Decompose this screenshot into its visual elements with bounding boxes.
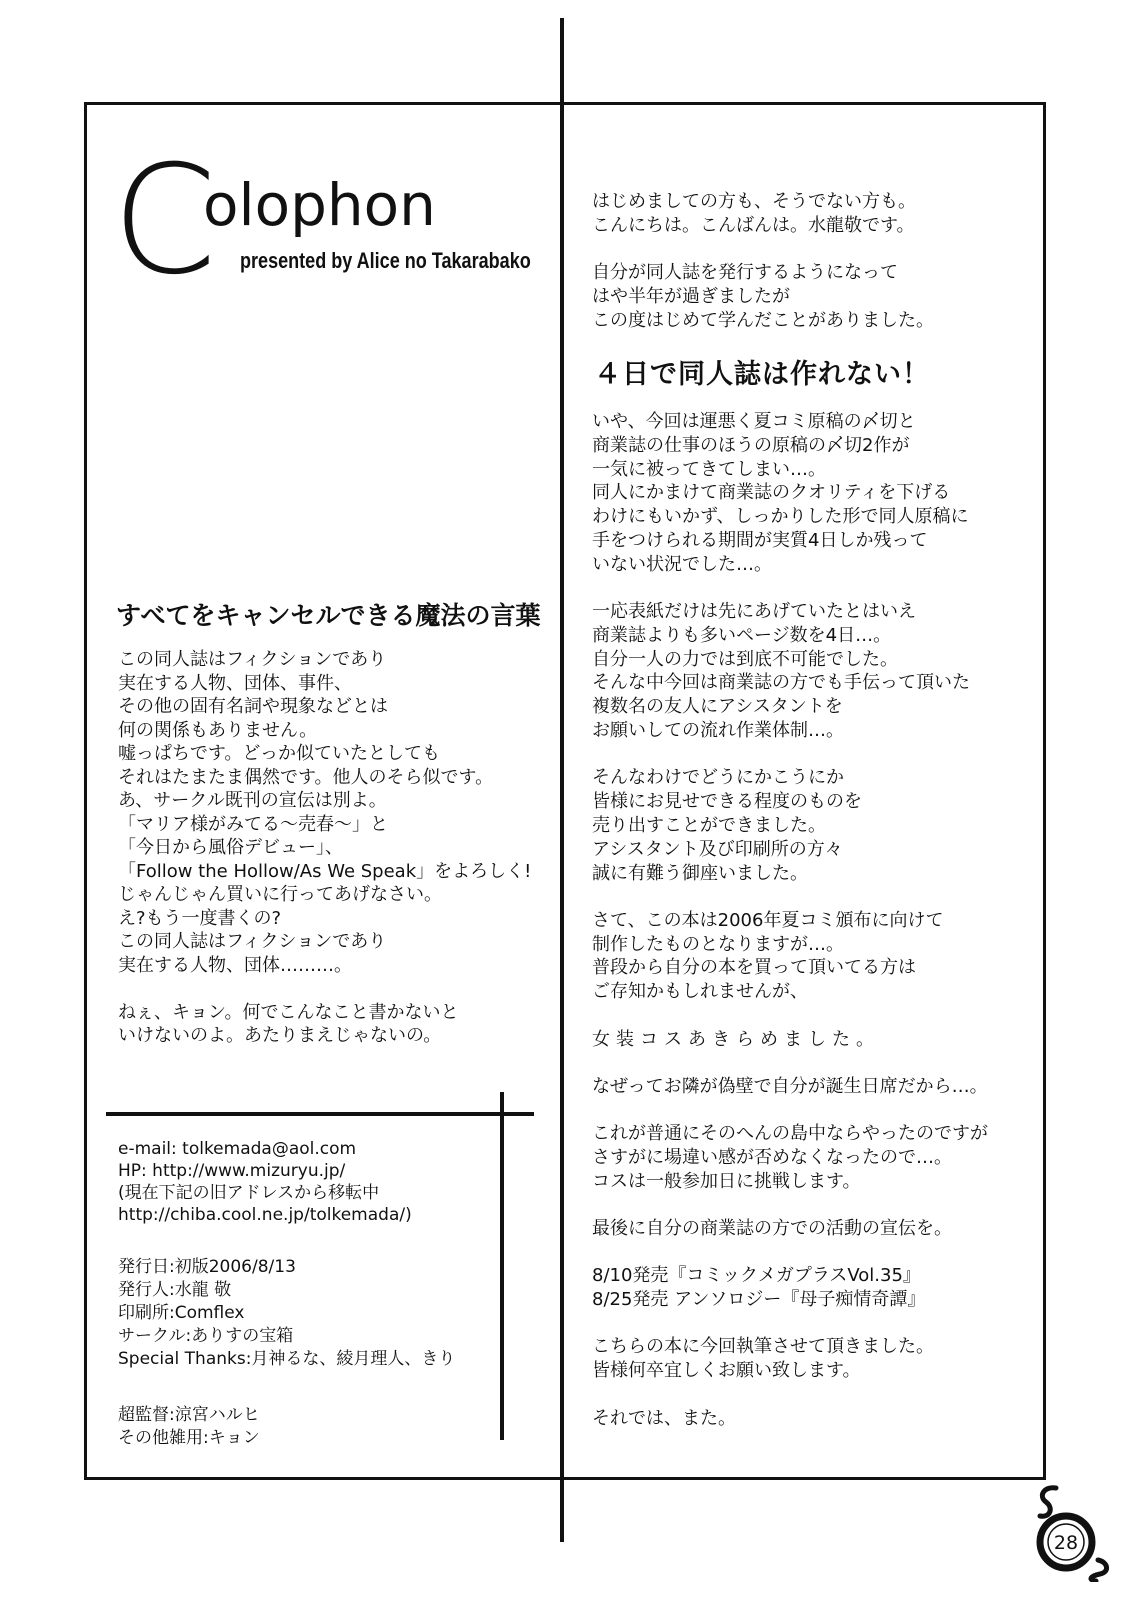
body-line: 一応表紙だけは先にあげていたとはいえ xyxy=(592,601,916,623)
release-line: 8/10発売『コミックメガプラスVol.35』 xyxy=(592,1265,921,1287)
body-line xyxy=(592,1099,1032,1123)
body-line: 同人にかまけて商業誌のクオリティを下げる xyxy=(592,482,951,504)
body-line: 制作したものとなりますが…。 xyxy=(592,933,844,955)
credits-vertical-rule xyxy=(500,1092,504,1440)
body-line: アシスタント及び印刷所の方々 xyxy=(592,838,843,860)
body-line: なぜってお隣が偽壁で自分が誕生日席だから…。 xyxy=(592,1075,988,1097)
moving-note: (現在下記の旧アドレスから移転中 xyxy=(118,1183,380,1203)
intro-line: はじめましての方も、そうでない方も。 xyxy=(592,191,916,212)
disclaimer-line: え?もう一度書くの? xyxy=(118,907,282,929)
body-line: 皆様何卒宜しくお願い致します。 xyxy=(592,1360,861,1382)
old-url-text: http://chiba.cool.ne.jp/tolkemada/) xyxy=(118,1205,412,1225)
body-line xyxy=(592,885,1032,909)
closing-line: いけないのよ。あたりまえじゃないの。 xyxy=(118,1025,442,1046)
credits-rule xyxy=(106,1112,534,1116)
disclaimer-text xyxy=(118,648,548,1048)
gutter-line-top xyxy=(560,18,564,102)
sos-page-number-badge xyxy=(1026,1482,1112,1582)
title-initial: C xyxy=(112,134,217,308)
body-line: いない状況でした…。 xyxy=(592,553,772,575)
body-line: 誠に有難う御座いました。 xyxy=(592,862,808,884)
page-subtitle: presented by Alice no Takarabako xyxy=(240,248,531,273)
disclaimer-line: その他の固有名詞や現象などとは xyxy=(118,696,388,717)
director: 超監督:涼宮ハルヒ xyxy=(118,1405,260,1425)
publisher: 発行人:水龍 敬 xyxy=(118,1280,232,1300)
special-thanks: Special Thanks:月神るな、綾月理人、きり xyxy=(118,1349,456,1369)
body-line: わけにもいかず、しっかりした形で同人原稿に xyxy=(592,506,969,528)
body-line: そんな中今回は商業誌の方でも手伝って頂いた xyxy=(592,672,970,694)
emphasis-line: 女装コスあきらめました。 xyxy=(592,1028,880,1050)
disclaimer-line: 何の関係もありません。 xyxy=(118,719,318,741)
body-line: いや、今回は運悪く夏コミ原稿の〆切と xyxy=(592,411,916,432)
disclaimer-line: 「Follow the Hollow/As We Speak」をよろしく! xyxy=(118,860,532,882)
body-line xyxy=(592,1051,1032,1075)
afterword-intro xyxy=(592,190,1032,332)
page-title: olophon xyxy=(203,171,436,239)
body-line: これが普通にそのへんの島中ならやったのですが xyxy=(592,1123,988,1145)
afterword-body xyxy=(592,410,1032,1430)
misc-staff: その他雑用:キョン xyxy=(118,1428,260,1448)
disclaimer-line: 嘘っぱちです。どっか似ていたとしても xyxy=(118,743,441,764)
body-line xyxy=(592,743,1032,767)
page-number: 28 xyxy=(1053,1532,1079,1554)
disclaimer-line: 「マリア様がみてる〜売春〜」と xyxy=(118,813,388,835)
circle-name: サークル:ありすの宝箱 xyxy=(118,1326,294,1346)
staff-info xyxy=(118,1404,260,1450)
homepage-text: HP: http://www.mizuryu.jp/ xyxy=(118,1161,346,1181)
disclaimer-line: それはたまたま偶然です。他人のそら似です。 xyxy=(118,766,494,788)
body-line xyxy=(592,1312,1032,1336)
intro-line xyxy=(592,238,1032,262)
disclaimer-line: この同人誌はフィクションであり xyxy=(118,931,387,952)
body-line: こちらの本に今回執筆させて頂きました。 xyxy=(592,1336,934,1358)
body-line: 商業誌の仕事のほうの原稿の〆切2作が xyxy=(592,434,910,456)
body-line: さすがに場違い感が否めなくなったので…。 xyxy=(592,1146,952,1168)
disclaimer-line: 実在する人物、団体、事件、 xyxy=(118,672,352,694)
center-divider xyxy=(560,102,564,1480)
disclaimer-line: この同人誌はフィクションであり xyxy=(118,649,387,670)
closing-line: ねぇ、キョン。何でこんなこと書かないと xyxy=(118,1001,459,1023)
body-line: 複数名の友人にアシスタントを xyxy=(592,696,843,718)
body-line: 普段から自分の本を買って頂いてる方は xyxy=(592,957,916,979)
contact-info xyxy=(118,1138,412,1226)
disclaimer-line: あ、サークル既刊の宣伝は別よ。 xyxy=(118,790,387,811)
body-line: 手をつけられる期間が実質4日しか残って xyxy=(592,529,928,551)
publication-info xyxy=(118,1256,455,1371)
body-line xyxy=(592,1004,1032,1028)
body-line: さて、この本は2006年夏コミ頒布に向けて xyxy=(592,909,944,931)
release-line: 8/25発売 アンソロジー『母子痴情奇譚』 xyxy=(592,1289,926,1311)
body-line: それでは、また。 xyxy=(592,1407,736,1429)
sos-letter-s-bottom xyxy=(1091,1560,1107,1581)
body-line: 商業誌よりも多いページ数を4日…。 xyxy=(592,624,892,646)
body-line xyxy=(592,1241,1032,1265)
sos-letter-s-top xyxy=(1040,1488,1056,1517)
gutter-line-bottom xyxy=(560,1480,564,1542)
publish-date: 発行日:初版2006/8/13 xyxy=(118,1257,296,1277)
disclaimer-heading: すべてをキャンセルできる魔法の言葉 xyxy=(116,601,541,630)
intro-line: この度はじめて学んだことがありました。 xyxy=(592,309,934,331)
body-line: 一気に被ってきてしまい…。 xyxy=(592,458,826,480)
body-line: そんなわけでどうにかこうにか xyxy=(592,767,844,789)
body-line: コスは一般参加日に挑戦します。 xyxy=(592,1170,861,1192)
disclaimer-line: 実在する人物、団体………。 xyxy=(118,954,352,976)
intro-line: こんにちは。こんばんは。水龍敬です。 xyxy=(592,214,915,236)
body-line xyxy=(592,1194,1032,1218)
disclaimer-line: 「今日から風俗デビュー」、 xyxy=(118,837,343,858)
intro-line: はや半年が過ぎましたが xyxy=(592,285,790,307)
body-line: 自分一人の力では到底不可能でした。 xyxy=(592,648,898,670)
body-line xyxy=(592,577,1032,601)
afterword-heading: ４日で同人誌は作れない！ xyxy=(594,359,930,390)
email-text: e-mail: tolkemada@aol.com xyxy=(118,1139,357,1159)
printer: 印刷所:Comflex xyxy=(118,1303,245,1323)
intro-line: 自分が同人誌を発行するようになって xyxy=(592,262,898,284)
disclaimer-line: じゃんじゃん買いに行ってあげなさい。 xyxy=(118,884,442,905)
body-line: お願いしての流れ作業体制…。 xyxy=(592,720,844,742)
body-line: 売り出すことができました。 xyxy=(592,814,826,836)
body-line: 皆様にお見せできる程度のものを xyxy=(592,791,862,813)
body-line: ご存知かもしれませんが、 xyxy=(592,981,808,1003)
body-line xyxy=(592,1383,1032,1407)
body-line: 最後に自分の商業誌の方での活動の宣伝を。 xyxy=(592,1218,952,1240)
